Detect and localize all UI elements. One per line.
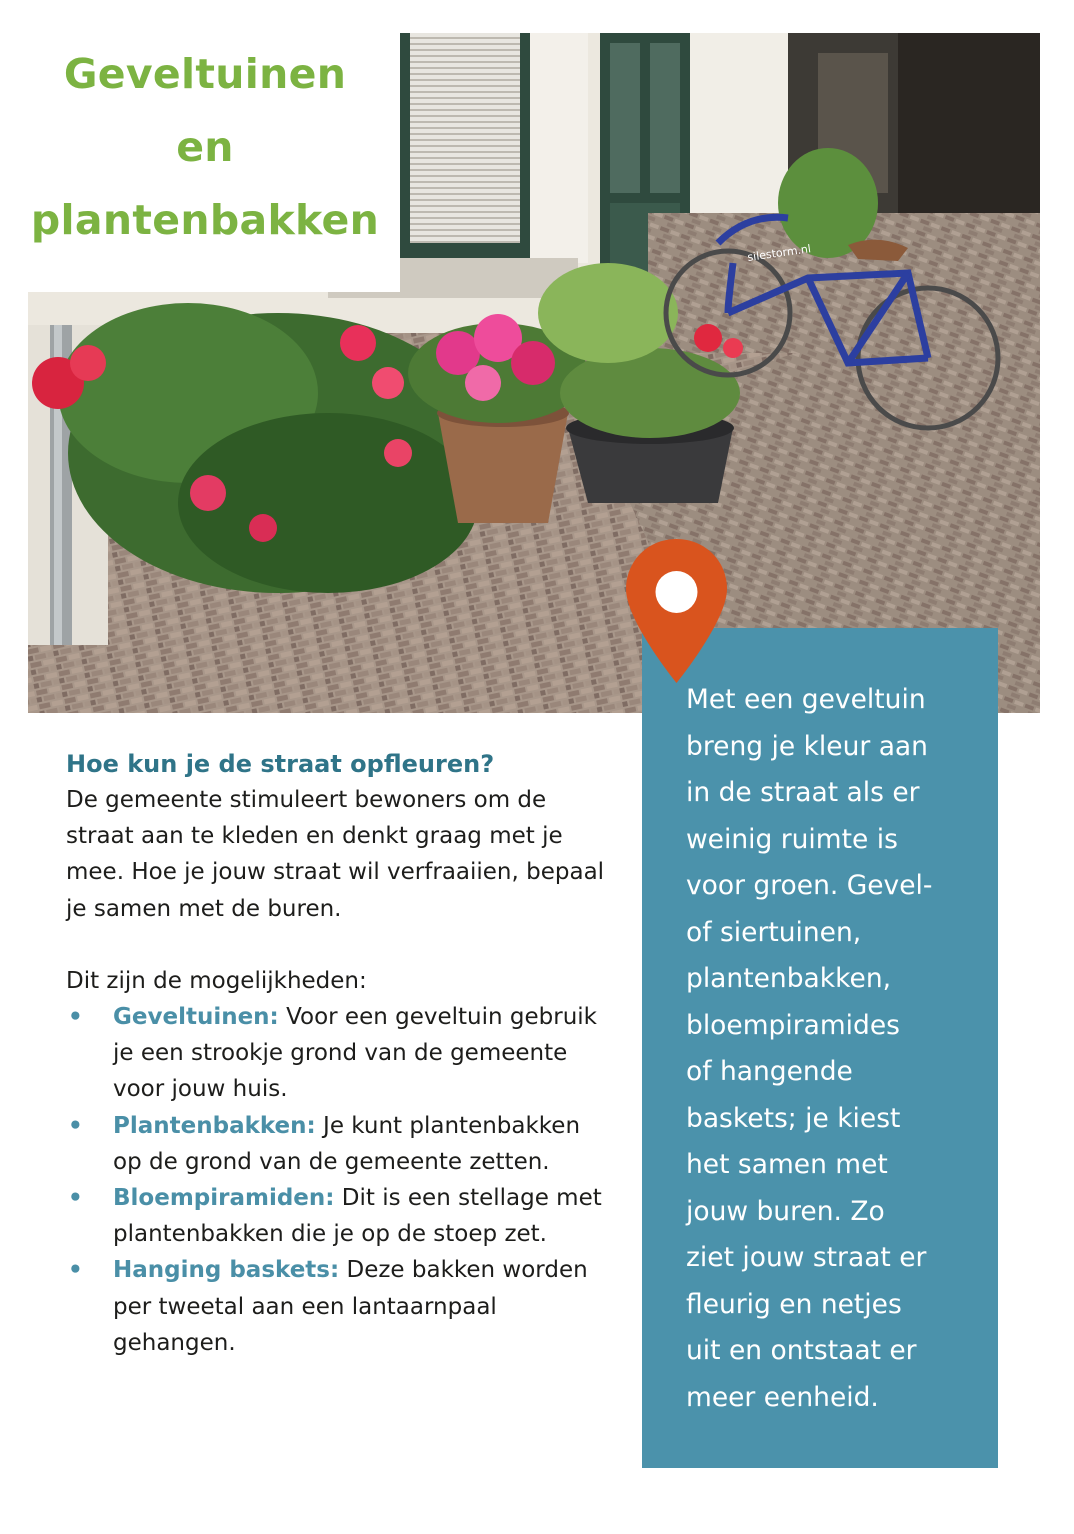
- section-heading: Hoe kun je de straat opfleuren?: [66, 750, 495, 778]
- intro-paragraph: De gemeente stimuleert bewoners om de straat aan te kleden en denkt graag met je mee. Hoe je jouw straat wil verfraaiien, bepaal je samen met de buren.: [66, 787, 605, 922]
- list-item: [66, 1252, 606, 1361]
- callout-text: Met een geveltuin breng je kleur aan in de straat als er weinig ruimte is voor groen. Gevel- of siertuinen, plantenbakken, bloempiramides of hangende baskets; je kiest het samen met jouw buren. Zo ziet jouw straat er fleurig en netjes uit en ontstaat er meer eenheid.: [686, 684, 933, 1413]
- option-text: Deze bakken worden per tweetal aan een lantaarnpaal gehangen.: [113, 1257, 588, 1356]
- option-term: Geveltuinen:: [113, 1004, 279, 1031]
- list-item: [66, 1180, 606, 1252]
- title-line-1: Geveltuinen: [63, 50, 347, 98]
- bullet-dot: •: [68, 1257, 83, 1284]
- bullet-dot: •: [68, 1004, 83, 1031]
- option-term: Plantenbakken:: [113, 1112, 316, 1139]
- left-column: [66, 746, 606, 1361]
- title-line-3: plantenbakken: [30, 196, 380, 244]
- option-text: Dit is een stellage met plantenbakken die je op de stoep zet.: [113, 1185, 602, 1248]
- bullet-dot: •: [68, 1185, 83, 1212]
- list-item: [66, 1108, 606, 1180]
- callout-box: [642, 628, 998, 1468]
- bullet-dot: •: [68, 1112, 83, 1139]
- page-title: [0, 38, 410, 257]
- location-pin-icon: [624, 537, 729, 685]
- options-list: [66, 999, 606, 1361]
- option-term: Hanging baskets:: [113, 1257, 340, 1284]
- options-label: Dit zijn de mogelijkheden:: [66, 967, 367, 994]
- option-term: Bloempiramiden:: [113, 1185, 335, 1212]
- title-line-2: en: [176, 123, 234, 171]
- bike-label: silestorm.nl: [746, 242, 812, 264]
- list-item: [66, 999, 606, 1108]
- option-text: Je kunt plantenbakken op de grond van de gemeente zetten.: [113, 1112, 581, 1175]
- option-text: Voor een geveltuin gebruik je een strookje grond van de gemeente voor jouw huis.: [113, 1004, 597, 1103]
